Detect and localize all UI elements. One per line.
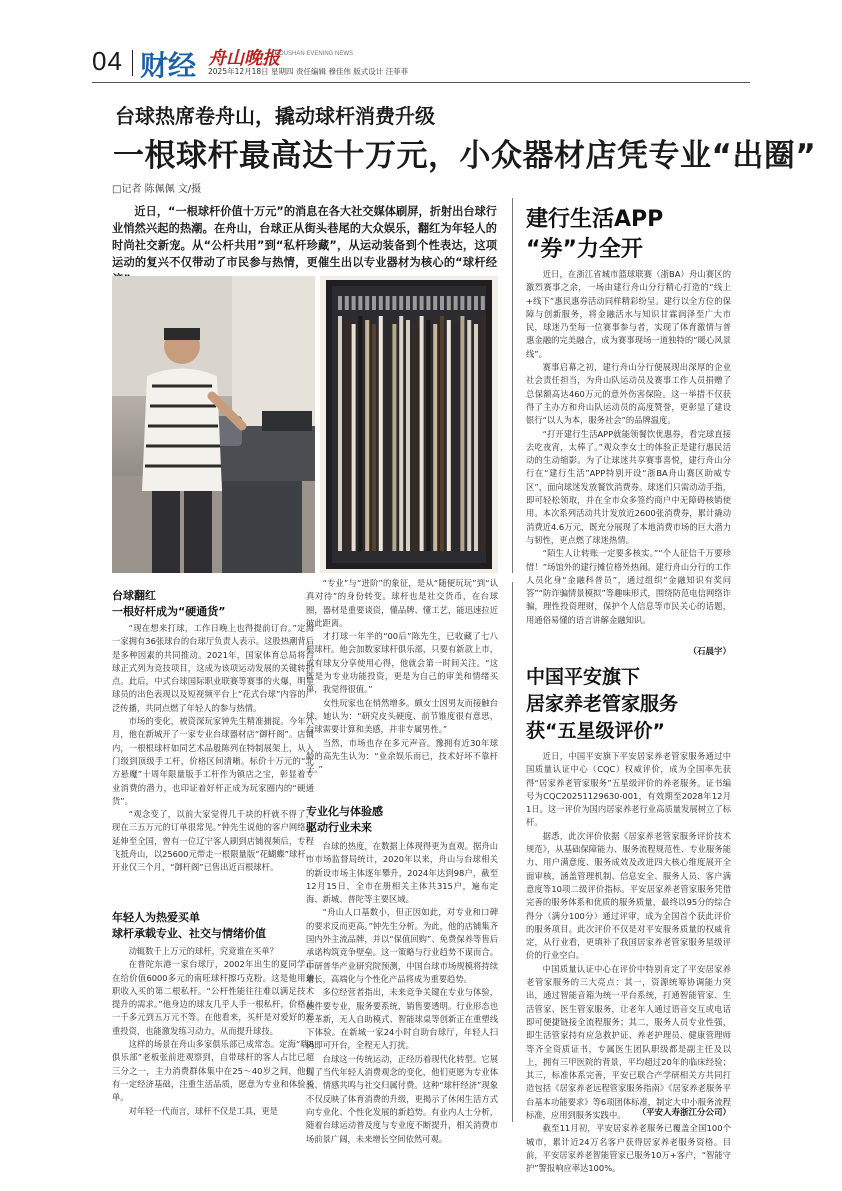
byline: □记者 陈佩佩 文/摄	[112, 184, 202, 195]
cue-stick	[406, 320, 410, 551]
cue-stick	[433, 324, 437, 551]
cue-holder	[345, 296, 349, 310]
paragraph: “观念变了，以前大家觉得几千块的杆就不得了，现在三五万元的订单很常见。”钟先生说他的客户网络已延伸至全国，曾有一位辽宁客人刷到店铺视频后，专程飞抵舟山，以25600元带走一根限量版“花蝴蝶”球杆。开业仅三个月，“御杆阁”已售出近百根球杆。	[112, 809, 314, 873]
paragraph: 台球的热度，在数据上体现得更为直观。据舟山市市场监督局统计，2020年以来，舟山与台球相关的新设市场主体逐年攀升，2024年达到98户，截至12月15日，全市在册相关主体共315户，遍布定海、新城、普陀等主要区域。	[306, 841, 498, 905]
cue-stick	[420, 316, 424, 551]
cue-holder	[447, 296, 451, 310]
paragraph: 多位经营者指出，未来竞争关键在专业与体验，硬件要专业，服务要系统，销售要透明。行业形态也在革新，无人自助模式、智能球桌等创新正在重塑线下体验。在新城一家24小时自助台球厅，年轻人扫码即可开台，全程无人打扰。	[306, 987, 498, 1051]
cue-stick	[345, 320, 349, 551]
paragraph: 中国质量认证中心在评价中特别肯定了平安居家养老管家服务的三大亮点：其一，资源统筹协调能力突出，通过智能音箱为统一平台系统，打通智能管家、生活管家、医生管家服务，让老年人通过语音交互或电话即可便捷链接全流程服务；其二，服务人员专业性强，即生活管家持有应急救护证、养老护理员、健康管理师等齐全资质证书，专属医生团队职级都是副主任及以上，拥有三甲医院的背景，平均超过20年的临床经验；其三，标准体系完善，平安已联合产学研相关方共同打造包括《居家养老远程管家服务指南》《居家养老服务平台基本功能要求》等6项团体标准，制定大中小服务流程标准，应用到服务实践中。	[526, 963, 731, 1121]
cue-holder	[365, 296, 369, 310]
cue-holder	[460, 296, 464, 310]
article-subhead: 台球热席卷舟山，撬动球杆消费升级	[115, 104, 435, 128]
cue-stick	[358, 316, 362, 551]
header-divider	[132, 50, 133, 76]
paragraph: 这样的场景在舟山多家俱乐部已成常态。定海“嗨8俱乐部”老板张前进观察到，自带球杆的客人占比已超三分之一，主力消费群体集中在25～40岁之间，他们有一定经济基础，注重生活品质，愿意为专业和体验买单。	[112, 1039, 314, 1103]
cue-stick	[467, 320, 471, 551]
cue-holder	[379, 296, 383, 310]
cue-stick	[454, 324, 458, 551]
story2-body	[526, 268, 731, 627]
section-heading-2-line1: 年轻人为热爱买单	[112, 911, 200, 924]
paragraph: 截至11月初，平安居家养老服务已覆盖全国100个城市，累计近24万名客户获得居家养老服务资格。目前，平安居家养老智能管家已服务10万+客户，“智能守护”警报响应率达100%。	[526, 1123, 731, 1174]
section-heading-1-line2: 一根好杆成为“硬通货”	[112, 605, 226, 618]
section-heading-2-line2: 球杆承载专业、社交与情绪价值	[112, 927, 266, 940]
issue-meta: 2025年12月18日 星期四 责任编辑 穆佳伟 版式设计 汪菲菲	[208, 67, 409, 76]
paragraph: 近日，在浙江省城市篮球联赛（浙BA）舟山赛区的激烈赛事之余，一场由建行舟山分行精心打造的“线上+线下”惠民惠券活动同样精彩纷呈。建行以全方位的保障与创新服务，将金融活水与知识甘霖润泽至广大市民，球迷乃至每一位赛事参与者，实现了体育激情与普惠金融的完美融合，成为赛事现场一道独特的“暖心风景线”。	[526, 269, 731, 359]
paragraph: “专业”与“进阶”的象征，是从“随便玩玩”到“认真对待”的身份转变。球杆也是社交货币，在台球圈，器材是重要谈资，懂品牌、懂工艺，能迅速拉近彼此距离。	[306, 578, 498, 628]
section-heading-1	[112, 588, 312, 620]
cue-stick	[413, 324, 417, 551]
column-1b	[112, 945, 314, 1118]
cue-holder	[440, 296, 444, 310]
cue-holder	[454, 296, 458, 310]
story3-headline-line2: 居家养老管家服务	[526, 693, 679, 715]
story2-headline-line1: 建行生活APP	[526, 207, 664, 232]
cue-holder	[392, 296, 396, 310]
column-rule	[512, 198, 513, 573]
article-headline: 一根球杆最高达十万元，小众器材店凭专业“出圈”	[113, 138, 817, 174]
cue-stick	[447, 320, 451, 551]
paragraph: 对年轻一代而言，球杆不仅是工具，更是	[128, 1105, 278, 1116]
paragraph: 市场的变化，被资深玩家钟先生精准捕捉。今年八月，他在新城开了一家专业台球器材店“御杆阁”。店铺内，一根根球杆如同艺术品般陈列在特制展架上，从入门级到顶级手工杆，价格区间清晰。标价十万元的“北方悬魔”十周年限量版手工杆作为镇店之宝，彰显着专业消费的潜力，也印证着好杆正成为玩家圈内的“硬通货”。	[112, 716, 314, 806]
cue-holder	[467, 296, 471, 310]
story2-credit: （石晨宇）	[688, 647, 731, 657]
story2-headline	[526, 205, 663, 265]
cue-holder	[386, 296, 390, 310]
masthead-logo: 舟山晚报	[208, 48, 280, 69]
cue-stick	[365, 320, 369, 551]
cue-stick	[399, 316, 403, 551]
cue-holder	[420, 296, 424, 310]
story2-headline-line2: “券”力全开	[526, 237, 643, 262]
section-heading-3-line2: 驱动行业未来	[306, 821, 372, 834]
header-rule	[92, 82, 750, 83]
lead-paragraph: 近日，“一根球杆价值十万元”的消息在各大社交媒体刷屏，折射出台球行业悄然兴起的热潮。在舟山，台球正从街头巷尾的大众娱乐，翻红为年轻人的时尚社交新宠。从“公杆共用”到“私杆珍藏”，从运动装备到个性表达，这项运动的复兴不仅带动了市民参与热情，更催生出以专业器材为核心的“球杆经	[112, 205, 497, 269]
section-heading-1-line1: 台球翻红	[112, 589, 156, 602]
cue-holder	[433, 296, 437, 310]
cue-holder	[338, 296, 342, 310]
cue-holder	[413, 296, 417, 310]
cue-stick	[386, 320, 390, 551]
cue-stick	[392, 324, 396, 551]
cue-holder	[358, 296, 362, 310]
paragraph: 近日，中国平安旗下平安居家养老管家服务通过中国质量认证中心（CQC）权威评价，成为全国率先获得“居家养老管家服务”五星级评价的养老服务。证书编号为CQC20251129630-001，有效期至2028年12月1日。这一评价为国内居家养老行业高质量发展树立了标杆。	[526, 751, 731, 828]
section-heading-3-line1: 专业化与体验感	[306, 805, 383, 818]
column-rule	[512, 582, 513, 1122]
cue-stick	[481, 316, 485, 551]
cue-holder	[399, 296, 403, 310]
paragraph: 当然，市场也存在多元声音。豫拥有近30年球龄的高先生认为：“业余娱乐而已，技术好坏不靠杆子。”	[306, 737, 498, 775]
story3-headline	[526, 664, 678, 745]
cue-stick	[426, 320, 430, 551]
cue-stick	[440, 316, 444, 551]
paragraph: 动辄数千上万元的球杆，究竟谁在买单？	[128, 946, 278, 956]
cue-holder	[372, 296, 376, 310]
paragraph: 女性玩家也在悄然增多。颇女士因男友而接触台球，她认为：“研究皮头硬度、前节锥度很有意思，台球需要计算和美感，并非专属男性。”	[306, 697, 498, 735]
cue-stick	[474, 324, 478, 551]
paragraph: “现在想来打球，工作日晚上也得提前订台。”定海一家拥有36张球台的台球厅负责人表示。这股热潮背后是多种因素的共同推动。2021年，国家体育总局将台球正式列为竞技项目，这成为该项运动发展的关键转折点。此后，中式台球国际职业联赛等赛事的火爆，明星球员的出色表现以及短视频平台上“花式台球”内容的广泛传播，共同点燃了年轻人的参与热情。	[112, 623, 314, 713]
photo-cue-cabinet	[320, 276, 498, 573]
cue-stick	[460, 316, 464, 551]
story3-credit: （平安人寿浙江分公司）	[637, 1108, 731, 1118]
cue-stick	[379, 316, 383, 551]
paragraph: “陌生人让转账一定要多核实。”“个人征信千万要珍惜！”场馆外的建行摊位格外热闹。建行舟山分行的工作人员化身“金融科普员”，通过组织“金融知识有奖问答”“防诈骗情景模拟”等趣味形式，围绕防范电信网络诈骗，理性投资理财，保护个人信息等市民关心的话题，用通俗易懂的语言讲解金融知识。	[526, 548, 731, 625]
cue-stick	[338, 316, 342, 551]
story3-headline-line1: 中国平安旗下	[526, 666, 641, 688]
paragraph: 台球这一传统运动，正经历着现代化转型。它展现了当代年轻人消费观念的变化，他们更愿为专业体验、情感共鸣与社交归属付费。这种“球杆经济”现象不仅反映了体育消费的升级，更揭示了休闲生活方式向专业化、个性化发展的新趋势。有业内人士分析，随着台球运动普及度与专业度不断提升，相关消费市场前景广阔，未来增长空间依然可观。	[306, 1053, 498, 1144]
cue-holder	[474, 296, 478, 310]
column-2b	[306, 840, 498, 1146]
photo-cue-repair-illustration	[112, 276, 315, 573]
paragraph: 才打球一年半的“00后”陈先生，已收藏了七八根球杆。他会加数家球杆俱乐部，只要有新款上市，或有球友分享使用心得，他就会第一时间关注。“这既是为专业功能投资，更是为自己的审美和情绪买单，我觉得很值。”	[306, 631, 498, 695]
cue-holder	[406, 296, 410, 310]
photo-cue-repair	[112, 276, 315, 573]
paragraph: “舟山人口基数小，但正因如此，对专业和口碑的要求反而更高。”钟先生分析。为此，他的店铺集齐国内外主流品牌，并以“保值回购”、免费保养等售后承诺构筑竞争壁垒。这一策略与行业趋势不谋而合。中研普华产业研究院预测，中国台球市场规模将持续增长，高端化与个性化产品将成为重要趋势。	[306, 907, 498, 984]
cue-holder	[481, 296, 485, 310]
masthead-english: ZHOUSHAN EVENING NEWS	[271, 51, 354, 57]
section-heading-2	[112, 910, 312, 942]
paragraph: 赛事启幕之初，建行舟山分行便展现出深厚的企业社会责任担当，为舟山队运动员及赛事工作人员捐赠了总保额高达460万元的意外伤害保险。这一举措不仅获得了主办方和舟山队运动员的高度赞誉，更彰显了建设银行“以人为本，服务社会”的品牌温度。	[526, 362, 731, 426]
cue-stick	[352, 324, 356, 551]
paragraph: 在普陀东港一家台球厅，2002年出生的夏同学正在给价值6000多元的南旺球杆擦巧克粉。这是他用兼职收入买的第二根私杆。“公杆性能往往难以满足技术提升的需求。”他身边的球友几乎人手一根私杆，价格从一千多元到五万元不等。在他看来，买杆是对爱好的郑重投资，也能激发练习动力，从而提升球技。	[112, 959, 314, 1036]
cue-holder	[352, 296, 356, 310]
column-2a	[306, 577, 498, 776]
section-title: 财经	[140, 49, 197, 82]
photo-cue-cabinet-illustration	[320, 276, 498, 573]
section-heading-3	[306, 804, 498, 836]
paragraph: “打开建行生活APP就能领餐饮优惠券，看完球直接去吃夜宵，太棒了。”观众李女士的体验正是建行惠民活动的生动缩影。为了让球迷共享赛事喜悦，建行舟山分行在“建行生活”APP特别开设“浙BA舟山赛区助威专区”，面向球迷发放餐饮消费券。球迷们只需动动手指，即可轻松领取，并在全市众多签约商户中无障碍核销使用。本次系列活动共计发放近2600张消费券，累计撬动消费近4.6万元，既充分展现了本地消费市场的巨大潜力与韧性，更点燃了球迷热情。	[526, 428, 731, 545]
column-1a	[112, 622, 314, 875]
cue-holder	[426, 296, 430, 310]
cue-stick	[372, 324, 376, 551]
paragraph: 据悉，此次评价依据《居家养老管家服务评价技术规范》，从基础保障能力、服务流程规范性、专业服务能力、用户满意度、服务成效及改进四大核心维度展开全面审核，涵盖管理机制、信息安全、服务人员、客户满意度等10项二级评价指标。平安居家养老管家服务凭借完善的服务体系和优质的服务质量，最终以95分的综合得分（满分100分）通过评审，成为全国首个获此评价的服务项目。此次评价不仅是对平安服务质量的权威肯定，从行业看，更填补了我国居家养老管家服务星级评价的行业空白。	[526, 830, 731, 961]
page-number: 04	[92, 46, 123, 76]
story3-headline-line3: 获“五星级评价”	[526, 720, 665, 742]
